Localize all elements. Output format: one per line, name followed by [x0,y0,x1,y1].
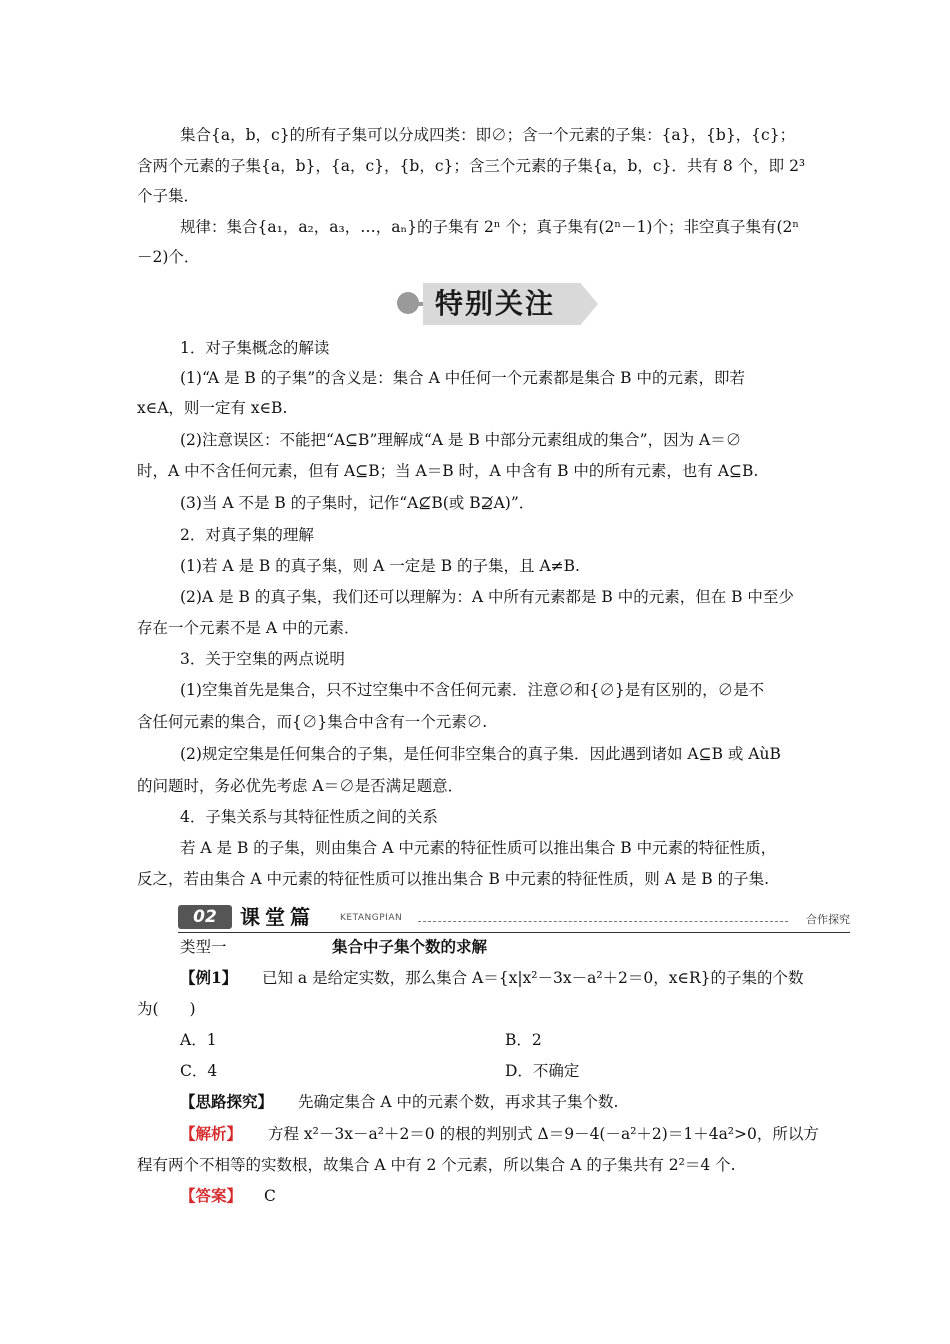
thinking-text: 先确定集合 A 中的元素个数，再求其子集个数. [298,1093,619,1111]
note-line: (1)若 A 是 B 的真子集，则 A 一定是 B 的子集，且 A≠B. [180,557,580,575]
answer-value: C [264,1187,276,1205]
note-line: (2)A 是 B 的真子集，我们还可以理解为：A 中所有元素都是 B 中的元素，但在 B 中至少 [180,588,794,606]
note-line: (1)“A 是 B 的子集”的含义是：集合 A 中任何一个元素都是集合 B 中的元素，即若 [180,369,745,387]
section-underline [178,932,850,933]
section-subtitle: 合作探究 [806,913,850,926]
note-line: x∈A，则一定有 x∈B. [137,399,288,417]
option-c: C．4 [180,1062,218,1080]
intro-line-4: 规律：集合{a₁，a₂，a₃，…，aₙ}的子集有 2ⁿ 个；真子集有(2ⁿ－1)个；非空真子集有(2ⁿ [180,218,800,236]
banner-dot-icon [397,292,419,314]
intro-line-5: －2)个． [137,248,200,266]
thinking-tag: 【思路探究】 [180,1092,274,1111]
note-line: (2)规定空集是任何集合的子集，是任何非空集合的真子集．因此遇到诸如 A⊆B 或 AùB [180,745,781,763]
note-line: 含任何元素的集合，而{∅}集合中含有一个元素∅. [137,713,488,731]
note-line: 若 A 是 B 的子集，则由集合 A 中元素的特征性质可以推出集合 B 中元素的特征性质， [180,839,777,857]
note-heading-3: 3．关于空集的两点说明 [180,650,345,668]
note-line: 存在一个元素不是 A 中的元素． [137,619,360,637]
intro-line-1: 集合{a，b，c}的所有子集可以分成四类：即∅；含一个元素的子集：{a}，{b}，{c}； [180,126,796,144]
note-line: (1)空集首先是集合，只不过空集中不含任何元素．注意∅和{∅}是有区别的，∅是不 [180,681,765,699]
intro-line-3: 个子集． [137,187,200,205]
section-title: 课堂篇 [240,905,315,929]
note-line: 反之，若由集合 A 中元素的特征性质可以推出集合 B 中元素的特征性质，则 A 是 B 的子集. [137,870,770,888]
analysis-line-1: 方程 x²－3x－a²＋2＝0 的根的判别式 Δ＝9－4(－a²＋2)＝1＋4a²>0，所以方 [268,1125,819,1143]
option-b: B．2 [505,1031,542,1049]
section-number-badge: 02 [178,905,232,929]
note-line: (3)当 A 不是 B 的子集时，记作“A⊈B(或 B⊉A)”． [180,494,535,512]
analysis-line-2: 程有两个不相等的实数根，故集合 A 中有 2 个元素，所以集合 A 的子集共有 2²＝4 个. [137,1156,736,1174]
banner-title: 特别关注 [435,287,556,320]
option-d: D．不确定 [505,1062,580,1080]
note-line: (2)注意误区：不能把“A⊆B”理解成“A 是 B 中部分元素组成的集合”，因为 A＝∅ [180,431,742,449]
example-tag: 【例1】 [180,968,238,987]
example-stem-1: 已知 a 是给定实数，那么集合 A＝{x|x²－3x－a²＋2＝0，x∈R}的子集的个数 [262,969,804,987]
type-label: 类型一 [180,938,227,956]
type-title: 集合中子集个数的求解 [332,937,488,956]
special-attention-banner [395,283,600,327]
answer-tag: 【答案】 [180,1186,243,1205]
note-line: 的问题时，务必优先考虑 A＝∅是否满足题意． [137,777,464,795]
section-dashed-rule [418,921,788,922]
note-heading-2: 2．对真子集的理解 [180,526,314,544]
intro-line-2: 含两个元素的子集{a，b}，{a，c}，{b，c}；含三个元素的子集{a，b，c}．共有 8 个，即 2³ [137,157,806,175]
note-line: 时，A 中不含任何元素，但有 A⊆B；当 A＝B 时，A 中含有 B 中的所有元素，也有 A⊆B. [137,462,759,480]
section-pinyin: KETANGPIAN [340,913,403,923]
option-a: A．1 [180,1031,217,1049]
section-header [178,903,850,933]
note-heading-4: 4．子集关系与其特征性质之间的关系 [180,808,438,826]
note-heading-1: 1．对子集概念的解读 [180,339,330,357]
analysis-tag: 【解析】 [180,1124,243,1143]
example-stem-2: 为( ) [137,1000,196,1018]
